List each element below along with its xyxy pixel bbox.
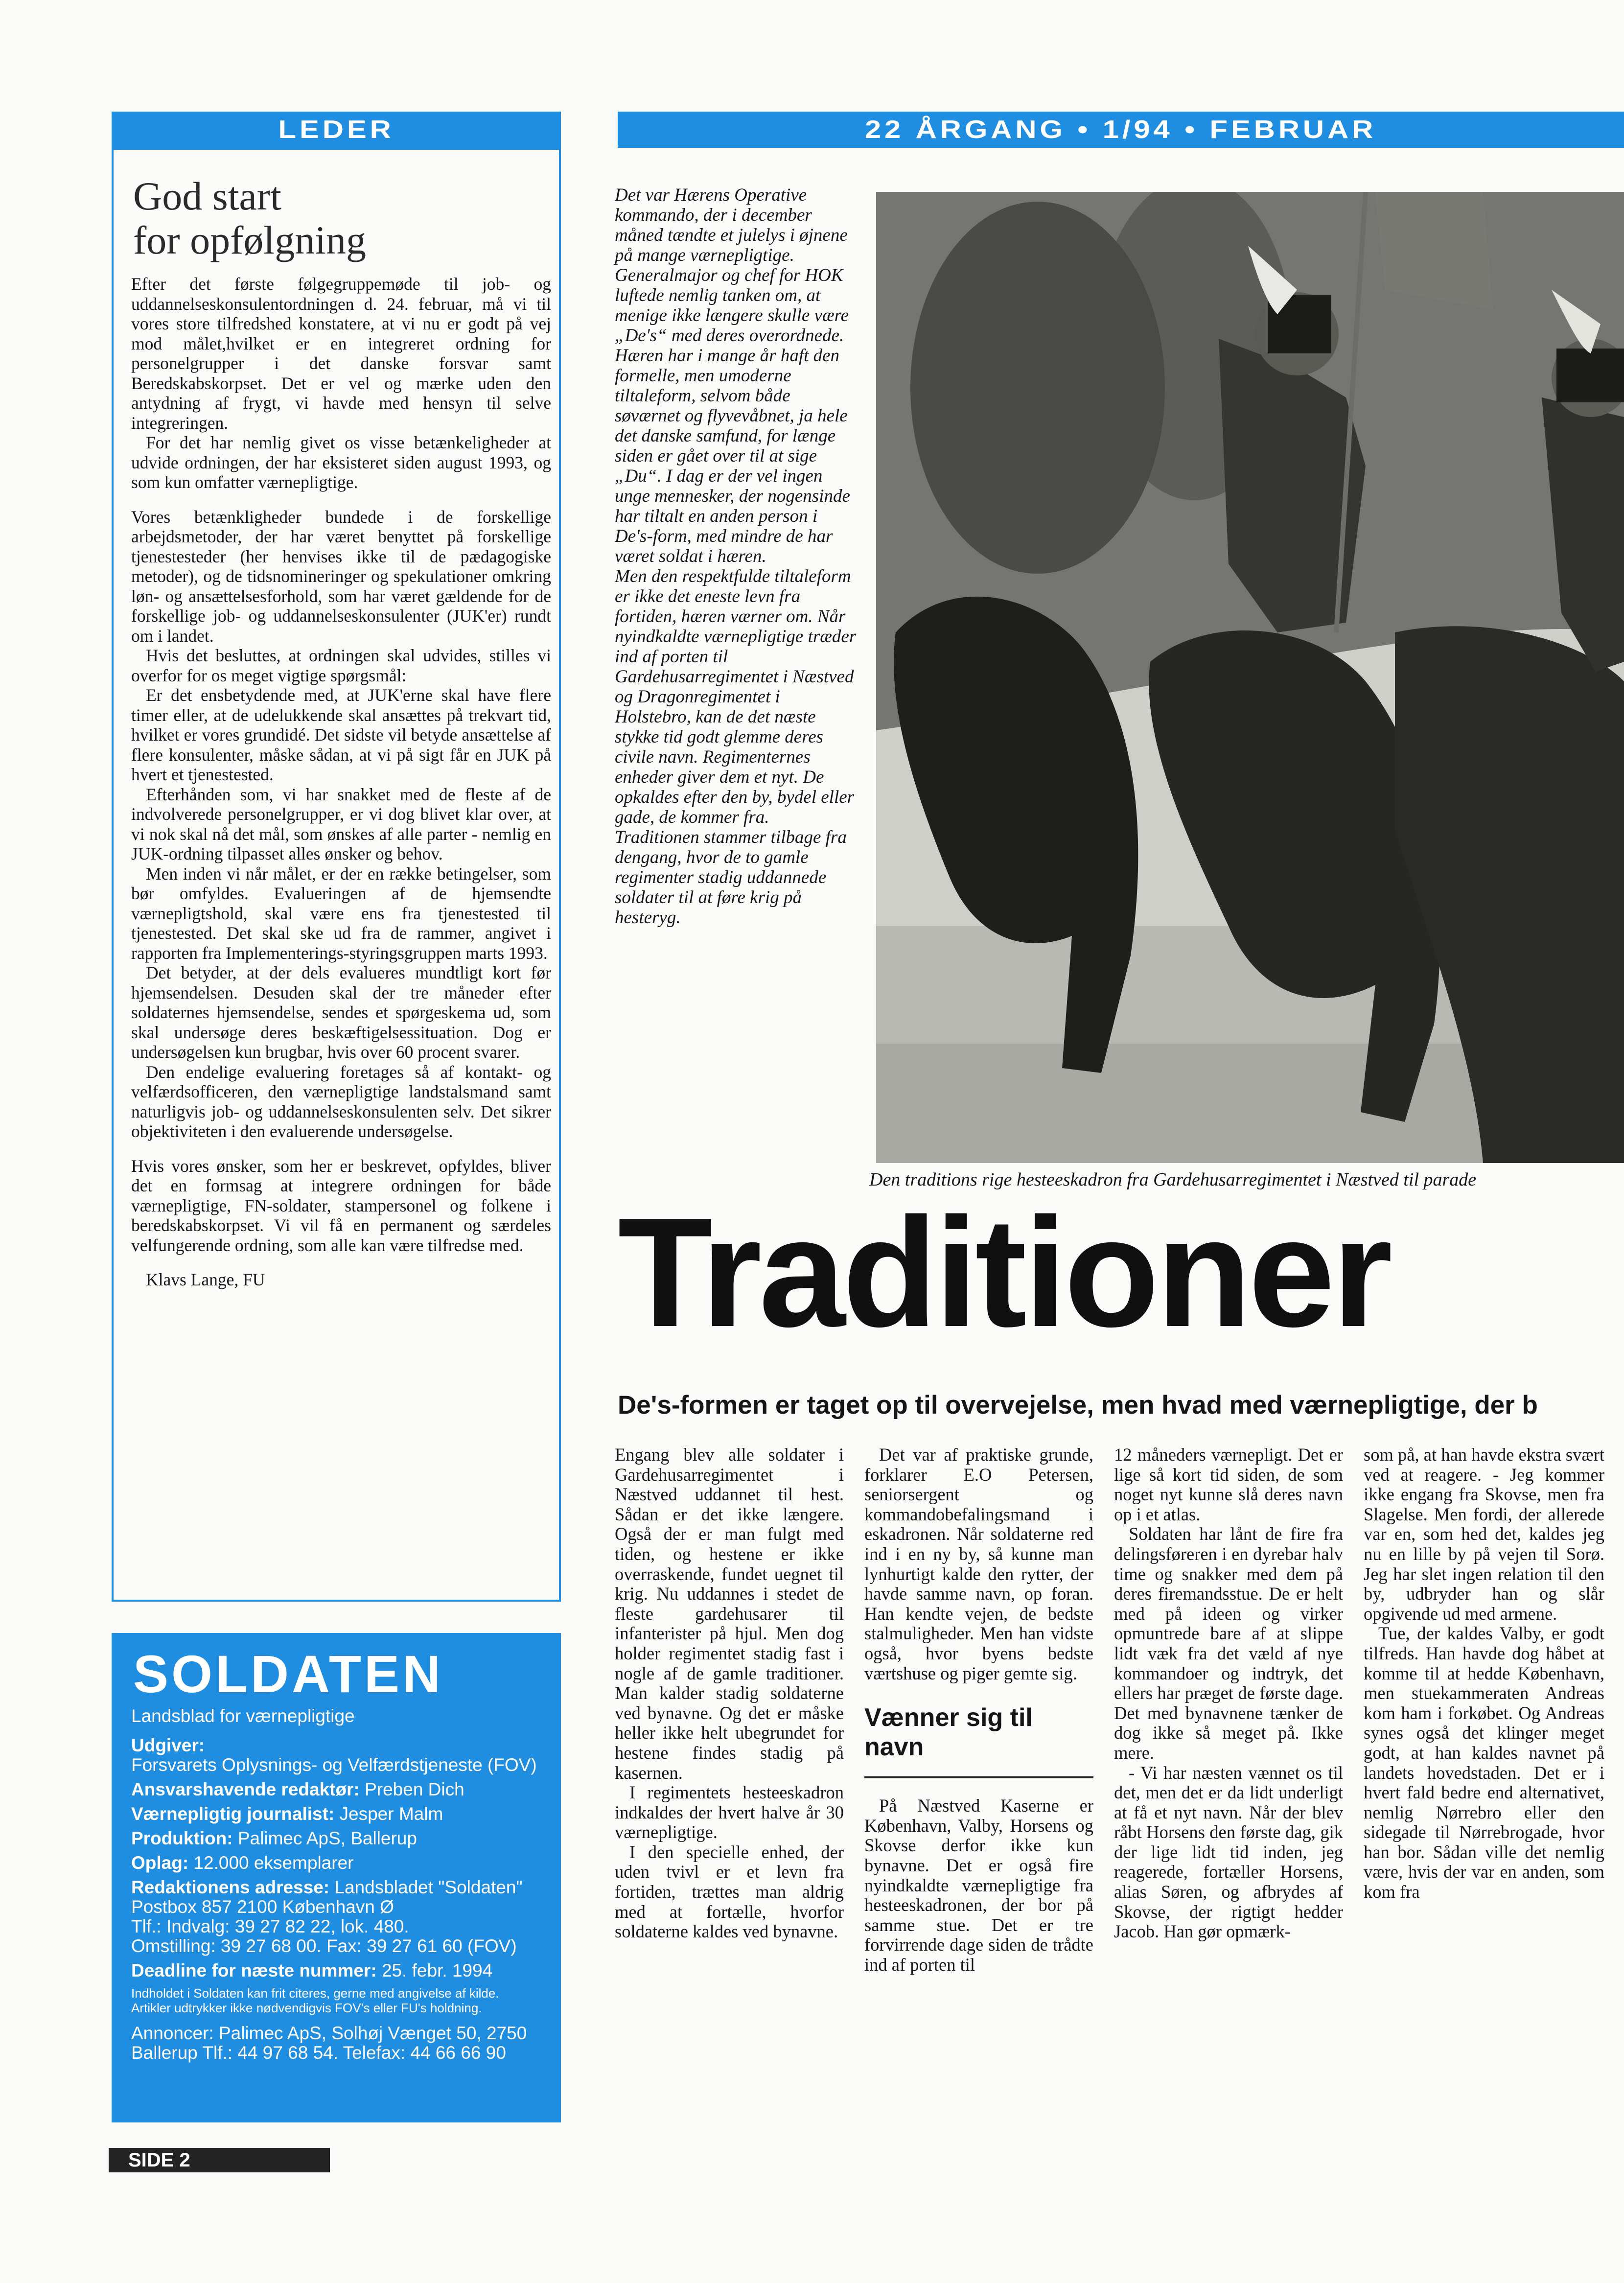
journalist-label: Værnepligtig journalist: bbox=[131, 1804, 335, 1824]
body-paragraph: I regimentets hesteeskadron indkaldes der hvert halve år 30 værnepligtige. bbox=[615, 1782, 844, 1842]
article-column-2 bbox=[864, 1445, 1093, 1975]
leder-body bbox=[131, 274, 551, 1290]
adresse-value: Landsbladet "Soldaten" bbox=[334, 1877, 523, 1897]
crosshead-rule bbox=[864, 1776, 1093, 1778]
adresse-line4: Omstilling: 39 27 68 00. Fax: 39 27 61 60 (FOV) bbox=[131, 1936, 517, 1956]
crosshead: Vænner sig til navn bbox=[864, 1703, 1033, 1762]
deadline-label: Deadline for næste nummer: bbox=[131, 1960, 377, 1980]
hussar-photo bbox=[876, 192, 1624, 1163]
leder-paragraph: Det betyder, at der dels evalueres mundtligt kort før hjemsendelsen. Desuden skal der tre måneder efter soldaternes hjemsendelse, sendes et spørgeskema ud, som skal undersøge deres beskæftigelsessituation. Dog er undersøgelsen kun brugbar, hvis over 60 procent svarer. bbox=[131, 963, 551, 1062]
intro-paragraph: Det var Hærens Operative kommando, der i december måned tændte et julelys i øjnene på mange værnepligtige. Generalmajor og chef for HOK luftede nemlig tanken om, at menige ikke længere skulle være „De's“ med deres overordnede. bbox=[615, 185, 849, 346]
article-intro bbox=[615, 185, 858, 928]
note-line1: Indholdet i Soldaten kan frit citeres, gerne med angivelse af kilde. bbox=[131, 1986, 499, 2001]
article-column-4 bbox=[1364, 1445, 1604, 1902]
oplag-label: Oplag: bbox=[131, 1853, 189, 1873]
leder-headline bbox=[133, 174, 544, 262]
body-paragraph: 12 måneders værnepligt. Det er lige så kort tid siden, de som noget nyt kunne slå deres navn op i et atlas. bbox=[1114, 1444, 1343, 1524]
leder-paragraph: Er det ensbetydende med, at JUK'erne skal have flere timer eller, at de udelukkende skal ansættes på trekvart tid, hvilket er vores grundidé. Det sidste vil betyde ansættelse af flere konsulenter, måske sådan, at vi på sigt får en JUK på hvert et tjenestested. bbox=[131, 685, 551, 784]
issue-label: 22 ÅRGANG • 1/94 • FEBRUAR bbox=[865, 116, 1377, 144]
body-paragraph: som på, at han havde ekstra svært ved at reagere. - Jeg kommer ikke engang fra Skovse, men fra Slagelse. Men fordi, der allerede var en, som hed det, kaldes jeg nu en lille by på vejen til Sorø. Jeg har slet ingen relation til den by, udbryder han og slår opgivende ud med armene. bbox=[1364, 1444, 1604, 1624]
masthead-box bbox=[112, 1633, 561, 2122]
body-paragraph: På Næstved Kaserne er København, Valby, Horsens og Skovse derfor ikke kun bynavne. Det er også fire nyindkaldte værnepligtige fra hesteeskadronen, der bor på samme stue. Det er tre forvirrende dage siden de trådte ind af porten til bbox=[864, 1795, 1093, 1975]
leder-paragraph: For det har nemlig givet os visse betænkeligheder at udvide ordningen, der har eksisteret siden august 1993, og som kun omfatter værnepligtige. bbox=[131, 433, 551, 492]
leder-paragraph: Men inden vi når målet, er der en række betingelser, som bør omfyldes. Evalueringen af de hjemsendte værnepligtshold, skal være ens fra tjenestested til tjenestested. Det skal ske ud fra de rammer, angivet i rapporten fra Implementerings-styringsgruppen marts 1993. bbox=[131, 863, 551, 963]
leder-paragraph: Hvis det besluttes, at ordningen skal udvides, stilles vi overfor for os meget vigtige spørgsmål: bbox=[131, 646, 551, 685]
page-number-bar bbox=[109, 2148, 330, 2172]
journalist-value: Jesper Malm bbox=[339, 1804, 443, 1824]
leder-paragraph: Efter det første følgegruppemøde til job- og uddannelseskonsulentordningen d. 24. februar, må vi til vores store tilfredshed konstatere, at vi nu er godt på vej mod målet,hvilket er en integreret ordning for personelgrupper i det danske forsvar samt Beredskabskorpset. Det er vel og mærke uden den antydning af frygt, vi havde med hensyn til selve integreringen. bbox=[131, 274, 551, 433]
photo-caption: Den traditions rige hesteeskadron fra Gardehusarregimentet i Næstved til parade bbox=[869, 1169, 1477, 1190]
note-line2: Artikler udtrykker ikke nødvendigvis FOV's eller FU's holdning. bbox=[131, 2001, 482, 2015]
body-paragraph: - Vi har næsten vænnet os til det, men det er da lidt underligt at få et nyt navn. Når der blev råbt Horsens den første dag, gik der lige lidt tid inden, jeg reagerede, fortæller Horsens, alias Søren, og afbrydes af Skovse, der rigtigt hedder Jacob. Han gør opmærk- bbox=[1114, 1762, 1343, 1942]
leder-paragraph: Den endelige evaluering foretages så af kontakt- og velfærdsofficeren, den værnepligtige landstalsmand samt naturligvis job- og uddannelseskonsulenten selv. Det sikrer objektiviteten i den evaluerende undersøgelse. bbox=[131, 1062, 551, 1141]
page-number: SIDE 2 bbox=[128, 2149, 190, 2171]
oplag-value: 12.000 eksemplarer bbox=[193, 1853, 354, 1873]
leder-section-bar bbox=[112, 112, 561, 148]
masthead-logo: SOLDATEN bbox=[133, 1644, 443, 1703]
body-paragraph: Engang blev alle soldater i Gardehusarregimentet i Næstved uddannet til hest. Sådan er det ikke længere. Også der er man fulgt med tiden, og hestene er ikke overraskende, fundet uegnet til krig. Nu uddannes i stedet de fleste gardehusarer til infanterister på hjul. Men dog holder regimentet stadig fast i nogle af de gamle traditioner. Man kalder stadig soldaterne ved bynavne. Og det er måske heller ikke helt ubegrundet for hestene findes stadig på kasernen. bbox=[615, 1444, 844, 1783]
issue-bar bbox=[618, 112, 1624, 148]
intro-paragraph: Men den respektfulde tiltaleform er ikke det eneste levn fra fortiden, hæren værner om. Når nyindkaldte værnepligtige træder ind af porten til Gardehusarregimentet i Næstved og Dragonregimentet i Holstebro, kan de det næste stykke tid godt glemme deres civile navn. Regimenternes enheder giver dem et nyt. De opkaldes efter den by, bydel eller gade, de kommer fra. Traditionen stammer tilbage fra dengang, hvor de to gamle regimenter stadig uddannede soldater til at føre krig på hesteryg. bbox=[615, 566, 857, 928]
intro-paragraph: Hæren har i mange år haft den formelle, men umoderne tiltaleform, selvom både søværnet og flyvevåbnet, ja hele det danske samfund, for længe siden er gået over til at sige „Du“. I dag er der vel ingen unge mennesker, der nogensinde har tiltalt en anden person i De's-form, med mindre de har været soldat i hæren. bbox=[615, 346, 850, 566]
leder-headline-line1: God start bbox=[133, 174, 281, 218]
adresse-line2: Postbox 857 2100 København Ø bbox=[131, 1897, 394, 1917]
body-paragraph: Det var af praktiske grunde, forklarer E.O Petersen, seniorsergent og kommandobefalingsmand i eskadronen. Når soldaterne red ind i en ny by, så kunne man lynhurtigt kalde den rytter, der havde samme navn, op foran. Han kendte vejen, de bedste stalmuligheder. Men han vidste også, hvor byens bedste værtshuse og piger gemte sig. bbox=[864, 1444, 1093, 1683]
annoncer-line2: Ballerup Tlf.: 44 97 68 54. Telefax: 44 66 66 90 bbox=[131, 2043, 506, 2063]
leder-label: LEDER bbox=[278, 116, 394, 144]
deadline-value: 25. febr. 1994 bbox=[381, 1960, 493, 1980]
leder-paragraph: Vores betænkligheder bundede i de forskellige arbejdsmetoder, der har været benyttet på forskellige tjenestesteder (her henvises ikke til de pædagogiske metoder), og de tidsnomineringer og spekulationer omkring løn- og ansættelsesforhold, som har været gældende for de forskellige job- og uddannelseskonsulenter (JUK'er) rundt om i landet. bbox=[131, 507, 551, 646]
leder-headline-line2: for opfølgning bbox=[133, 218, 366, 262]
redaktor-value: Preben Dich bbox=[365, 1779, 464, 1799]
body-paragraph: Tue, der kaldes Valby, er godt tilfreds. Han havde dog håbet at komme til at hedde København, men stuekammeraten Andreas kom ham i forkøbet. Og Andreas synes også det klinger meget godt, at han kaldes navnet på landets hovedstaden. Det er i hvert fald bedre end alternativet, nemlig Nørrebro eller den sidegade til Nørrebrogade, hvor han bor. Sådan ville det nemlig være, hvis der var en anden, som kom fra bbox=[1364, 1623, 1604, 1902]
redaktor-label: Ansvarshavende redaktør: bbox=[131, 1779, 360, 1799]
udgiver-value: Forsvarets Oplysnings- og Velfærdstjeneste (FOV) bbox=[131, 1755, 537, 1775]
article-headline: Traditioner bbox=[618, 1199, 1390, 1356]
leder-signature: Klavs Lange, FU bbox=[146, 1270, 265, 1289]
article-column-3 bbox=[1114, 1445, 1343, 1942]
produktion-label: Produktion: bbox=[131, 1828, 233, 1848]
produktion-value: Palimec ApS, Ballerup bbox=[237, 1828, 417, 1848]
udgiver-label: Udgiver: bbox=[131, 1735, 205, 1755]
article-column-1 bbox=[615, 1445, 844, 1942]
leder-paragraph: Efterhånden som, vi har snakket med de fleste af de indvolverede personelgrupper, er vi dog blivet klar over, at vi nok skal nå det mål, som ønskes af alle parter - nemlig en JUK-ordning tilpasset alles ønsker og behov. bbox=[131, 784, 551, 863]
adresse-label: Redaktionens adresse: bbox=[131, 1877, 330, 1897]
article-subheadline: De's-formen er taget op til overvejelse, men hvad med værnepligtige, der b bbox=[618, 1391, 1538, 1420]
leder-paragraph: Hvis vores ønsker, som her er beskrevet, opfyldes, bliver det en formsag at integrere ordningen for både værnepligtige, FN-soldater, stampersonel og folkene i beredskabskorpset. Vi vil få en permanent og særdeles velfungerende ordning, som alle kan være tilfredse med. bbox=[131, 1156, 551, 1255]
body-paragraph: I den specielle enhed, der uden tvivl er et levn fra fortiden, trættes man aldrig med at fortælle, hvorfor soldaterne kaldes ved bynavne. bbox=[615, 1841, 844, 1942]
masthead-tagline: Landsblad for værnepligtige bbox=[131, 1706, 355, 1726]
annoncer-line1: Annoncer: Palimec ApS, Solhøj Vænget 50, 2750 bbox=[131, 2023, 527, 2043]
adresse-line3: Tlf.: Indvalg: 39 27 82 22, lok. 480. bbox=[131, 1916, 409, 1936]
body-paragraph: Soldaten har lånt de fire fra delingsføreren i en dyrebar halv time og snakker med dem på deres firemandsstue. De er helt med på ideen og virker opmuntrede bare af at slippe lidt væk fra det væld af nye kommandoer og indtryk, det ellers har præget de første dage. Det med bynavnene tænker de dog ikke så meget på. Ikke mere. bbox=[1114, 1524, 1343, 1763]
